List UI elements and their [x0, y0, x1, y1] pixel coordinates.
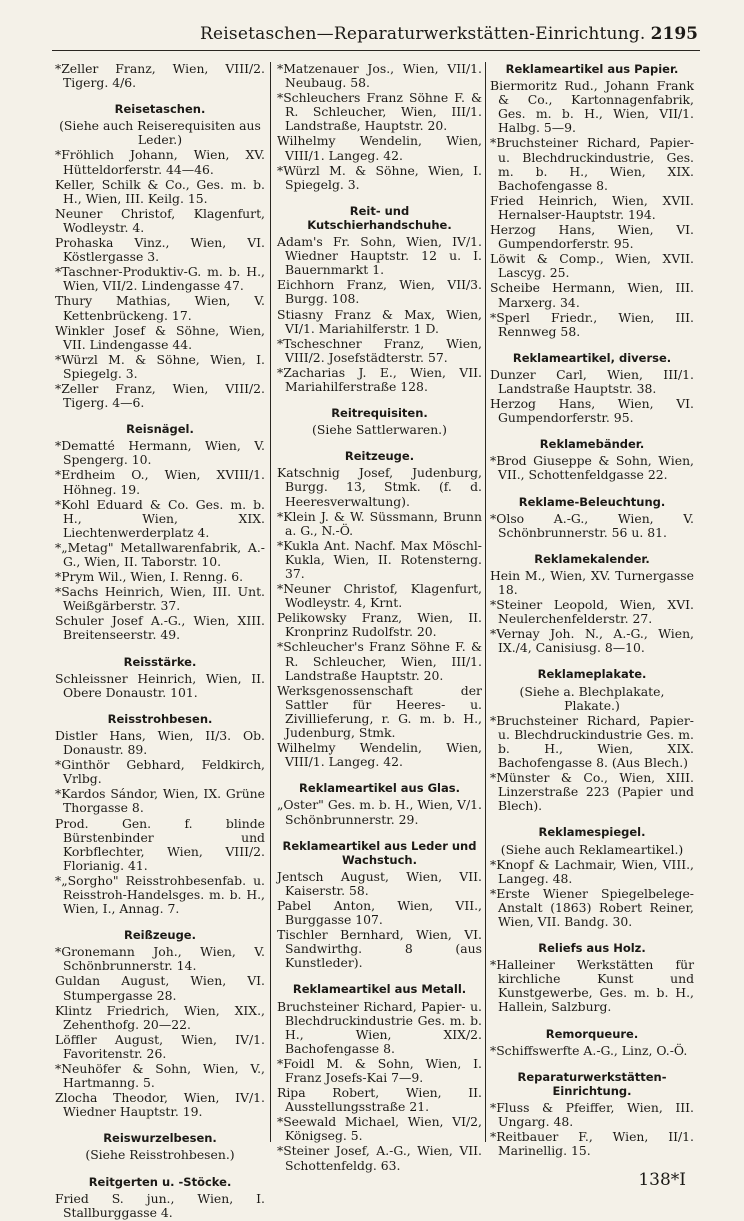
directory-entry: Ripa Robert, Wien, II. Ausstellungsstraße 21.	[277, 1085, 482, 1115]
section-heading: Reklameplakate.	[537, 667, 647, 682]
directory-entry: Löwit & Comp., Wien, XVII. Lascyg. 25.	[490, 251, 694, 281]
directory-entry: Hein M., Wien, XV. Turnergasse 18.	[490, 567, 694, 597]
section-heading: Reisnägel.	[126, 422, 194, 437]
directory-entry: Thury Mathias, Wien, V. Kettenbrückeng. 17.	[55, 293, 265, 323]
directory-entry: Keller, Schilk & Co., Ges. m. b. H., Wien, III. Keilg. 15.	[55, 176, 265, 206]
directory-entry: *Münster & Co., Wien, XIII. Linzerstraße 223 (Papier und Blech).	[490, 770, 694, 814]
directory-entry: *Sachs Heinrich, Wien, III. Unt. Weißgärberstr. 37.	[55, 584, 265, 614]
page-header	[52, 20, 700, 51]
cross-reference-note: (Siehe a. Blechplakate, Plakate.)	[519, 683, 665, 713]
directory-entry: *Ginthör Gebhard, Feldkirch, Vrlbg.	[55, 757, 265, 787]
directory-entry: *Erste Wiener Spiegelbelege-Anstalt (1863) Robert Reiner, Wien, VII. Bandg. 30.	[490, 885, 694, 929]
section-heading: Reisstärke.	[123, 654, 197, 669]
directory-entry: *Vernay Joh. N., A.-G., Wien, IX./4, Canisiusg. 8—10.	[490, 626, 694, 656]
column-divider	[270, 62, 271, 1142]
directory-entry: *Schiffswerfte A.-G., Linz, O.-Ö.	[490, 1042, 688, 1058]
directory-entry: *Zeller Franz, Wien, VIII/2. Tigerg. 4/6.	[55, 61, 265, 91]
directory-entry: Adam's Fr. Sohn, Wien, IV/1. Wiedner Hauptstr. 12 u. I. Bauernmarkt 1.	[277, 234, 482, 278]
directory-entry: *Olso A.-G., Wien, V. Schönbrunnerstr. 56 u. 81.	[490, 510, 694, 540]
section-heading: Reiswurzelbesen.	[103, 1131, 217, 1146]
directory-entry: Schuler Josef A.-G., Wien, XIII. Breitenseerstr. 49.	[55, 613, 265, 643]
section-heading: Reklameartikel aus Papier.	[505, 62, 679, 76]
directory-entry: Katschnig Josef, Judenburg, Burgg. 13, Stmk. (f. d. Heeresverwaltung).	[277, 465, 482, 509]
directory-entry: Wilhelmy Wendelin, Wien, VIII/1. Langeg. 42.	[277, 133, 482, 163]
directory-entry: Pabel Anton, Wien, VII., Burggasse 107.	[277, 897, 482, 928]
directory-entry: Stiasny Franz & Max, Wien, VI/1. Mariahilferstr. 1 D.	[277, 306, 482, 336]
directory-entry: Herzog Hans, Wien, VI. Gumpendorferstr. 95.	[490, 396, 694, 426]
directory-entry: Prod. Gen. f. blinde Bürstenbinder und Korbflechter, Wien, VIII/2. Florianig. 41.	[55, 815, 265, 873]
column-2	[277, 62, 482, 1174]
section-heading: Reklameartikel aus Metall.	[292, 982, 467, 997]
directory-entry: *Knopf & Lachmair, Wien, VIII., Langeg. 48.	[490, 856, 694, 886]
section-heading: Reklamebänder.	[539, 437, 645, 452]
section-heading: Reisstrohbesen.	[107, 711, 213, 726]
directory-entry: Klintz Friedrich, Wien, XIX., Zehenthofg. 20—22.	[55, 1002, 265, 1032]
cross-reference-note: (Siehe auch Reklameartikel.)	[500, 841, 684, 857]
directory-entry: *Fröhlich Johann, Wien, XV. Hütteldorferstr. 44—46.	[55, 147, 265, 177]
directory-entry: *Kukla Ant. Nachf. Max Möschl-Kukla, Wien, II. Rotensterng. 37.	[277, 537, 482, 581]
directory-entry: *Würzl M. & Söhne, Wien, I. Spiegelg. 3.	[55, 351, 265, 381]
directory-entry: Schleissner Heinrich, Wien, II. Obere Donaustr. 101.	[55, 670, 265, 700]
directory-entry: Löffler August, Wien, IV/1. Favoritenstr. 26.	[55, 1031, 265, 1061]
directory-entry: Prohaska Vinz., Wien, VI. Köstlergasse 3.	[55, 235, 265, 265]
directory-entry: *Steiner Leopold, Wien, XVI. Neulerchenfelderstr. 27.	[490, 597, 694, 627]
directory-entry: *Schleuchers Franz Söhne F. & R. Schleucher, Wien, III/1. Landstraße, Hauptstr. 20.	[277, 90, 482, 134]
cross-reference-note: (Siehe Reisstrohbesen.)	[85, 1147, 235, 1163]
directory-entry: *Klein J. & W. Süssmann, Brunn a. G., N.-Ö.	[277, 508, 482, 538]
directory-entry: *„Sorgho" Reisstrohbesenfab. u. Reisstroh-Handelsges. m. b. H., Wien, I., Annag. 7.	[55, 872, 265, 917]
directory-entry: *Bruchsteiner Richard, Papier- u. Blechdruckindustrie Ges. m. b. H., Wien, XIX. Bachofengasse 8. (Aus Blech.)	[490, 712, 694, 771]
directory-entry: Fried S. jun., Wien, I. Stallburggasse 4.	[55, 1190, 265, 1220]
directory-entry: Eichhorn Franz, Wien, VII/3. Burgg. 108.	[277, 277, 482, 307]
section-heading: Reißzeuge.	[124, 928, 196, 943]
directory-entry: Zlocha Theodor, Wien, IV/1. Wiedner Hauptstr. 19.	[55, 1090, 265, 1120]
directory-entry: *Brod Giuseppe & Sohn, Wien, VII., Schottenfeldgasse 22.	[490, 453, 694, 483]
directory-entry: Herzog Hans, Wien, VI. Gumpendorferstr. 95.	[490, 222, 694, 252]
directory-entry: *Dematté Hermann, Wien, V. Spengerg. 10.	[55, 438, 265, 468]
directory-entry: *Seewald Michael, Wien, VI/2, Königseg. 5.	[277, 1114, 482, 1144]
section-heading: Reliefs aus Holz.	[538, 941, 646, 956]
directory-entry: Scheibe Hermann, Wien, III. Marxerg. 34.	[490, 280, 694, 310]
section-heading: Reitgerten u. -Stöcke.	[88, 1174, 232, 1189]
directory-entry: Bruchsteiner Richard, Papier- u. Blechdruckindustrie Ges. m. b. H., Wien, XIX/2. Bachofengasse 8.	[277, 998, 482, 1056]
directory-entry: *Steiner Josef, A.-G., Wien, VII. Schottenfeldg. 63.	[277, 1143, 482, 1173]
section-heading: Reklameartikel aus Leder und Wachstuch.	[282, 838, 477, 867]
column-3	[490, 62, 694, 1159]
directory-entry: *Zacharias J. E., Wien, VII. Mariahilferstraße 128.	[277, 364, 482, 394]
directory-entry: Wilhelmy Wendelin, Wien, VIII/1. Langeg. 42.	[277, 740, 482, 770]
directory-entry: Werksgenossenschaft der Sattler für Heeres- u. Zivillieferung, r. G. m. b. H., Judenburg, Stmk.	[277, 682, 482, 741]
directory-entry: *Würzl M. & Söhne, Wien, I. Spiegelg. 3.	[277, 162, 482, 192]
directory-entry: *Tscheschner Franz, Wien, VIII/2. Josefstädterstr. 57.	[277, 335, 482, 365]
directory-entry: Winkler Josef & Söhne, Wien, VII. Lindengasse 44.	[55, 322, 265, 352]
section-heading: Reit- und Kutschierhandschuhe.	[307, 203, 452, 232]
directory-entry: *Halleiner Werkstätten für kirchliche Kunst und Kunstgewerbe, Ges. m. b. H., Hallein, Salzburg.	[490, 957, 694, 1015]
directory-entry: Dunzer Carl, Wien, III/1. Landstraße Hauptstr. 38.	[490, 366, 694, 396]
directory-entry: *Zeller Franz, Wien, VIII/2. Tigerg. 4—6.	[55, 380, 265, 411]
section-heading: Remorqueure.	[545, 1026, 639, 1041]
directory-entry: *Kardos Sándor, Wien, IX. Grüne Thorgasse 8.	[55, 786, 265, 816]
directory-entry: *Erdheim O., Wien, XVIII/1. Höhneg. 19.	[55, 467, 265, 497]
cross-reference-note: (Siehe auch Reiserequisiten aus Leder.)	[59, 118, 261, 148]
column-divider	[485, 62, 486, 1142]
directory-entry: *Schleucher's Franz Söhne F. & R. Schleucher, Wien, III/1. Landstraße Hauptstr. 20.	[277, 639, 482, 683]
section-heading: Reitrequisiten.	[331, 406, 428, 421]
directory-entry: Distler Hans, Wien, II/3. Ob. Donaustr. 89.	[55, 727, 265, 758]
cross-reference-note: (Siehe Sattlerwaren.)	[312, 422, 447, 438]
directory-entry: *Sperl Friedr., Wien, III. Rennweg 58.	[490, 309, 694, 339]
section-heading: Reklameartikel, diverse.	[512, 350, 672, 365]
directory-entry: *Matzenauer Jos., Wien, VII/1. Neubaug. 58.	[277, 61, 482, 91]
directory-entry: Guldan August, Wien, VI. Stumpergasse 28.	[55, 973, 265, 1003]
section-heading: Reklame-Beleuchtung.	[518, 494, 666, 509]
directory-entry: Pelikowsky Franz, Wien, II. Kronprinz Rudolfstr. 20.	[277, 610, 482, 640]
directory-entry: *Taschner-Produktiv-G. m. b. H., Wien, VII/2. Lindengasse 47.	[55, 264, 265, 294]
directory-entry: *Kohl Eduard & Co. Ges. m. b. H., Wien, XIX. Liechtenwerderplatz 4.	[55, 496, 265, 540]
directory-entry: *Neuner Christof, Klagenfurt, Wodleystr. 4, Krnt.	[277, 581, 482, 611]
directory-entry: Fried Heinrich, Wien, XVII. Hernalser-Hauptstr. 194.	[490, 192, 694, 222]
directory-entry: „Oster" Ges. m. b. H., Wien, V/1. Schönbrunnerstr. 29.	[277, 797, 482, 827]
section-heading: Reparaturwerkstätten-Einrichtung.	[517, 1069, 667, 1098]
directory-entry: *Fluss & Pfeiffer, Wien, III. Ungarg. 48.	[490, 1099, 694, 1129]
directory-entry: *Prym Wil., Wien, I. Renng. 6.	[55, 569, 244, 585]
column-1	[55, 62, 265, 1221]
directory-entry: *„Metag" Metallwarenfabrik, A.-G., Wien, II. Taborstr. 10.	[55, 539, 265, 569]
sheet-signature: 138*I	[638, 1170, 686, 1190]
page-title: Reisetaschen—Reparaturwerkstätten-Einrichtung.	[200, 24, 646, 44]
directory-entry: *Bruchsteiner Richard, Papier- u. Blechdruckindustrie, Ges. m. b. H., Wien, XIX. Bachofengasse 8.	[490, 135, 694, 193]
section-heading: Reklamekalender.	[534, 551, 650, 566]
directory-entry: *Reitbauer F., Wien, II/1. Marinellig. 15.	[490, 1129, 694, 1159]
directory-entry: Jentsch August, Wien, VII. Kaiserstr. 58.	[277, 868, 482, 898]
section-heading: Reitzeuge.	[344, 449, 415, 464]
directory-entry: Neuner Christof, Klagenfurt, Wodleystr. 4.	[55, 205, 265, 235]
section-heading: Reklamespiegel.	[538, 825, 646, 840]
directory-entry: Biermoritz Rud., Johann Frank & Co., Kartonnagenfabrik, Ges. m. b. H., Wien, VII/1. Halbg. 5—9.	[490, 78, 694, 136]
section-heading: Reisetaschen.	[114, 102, 206, 117]
section-heading: Reklameartikel aus Glas.	[299, 781, 460, 796]
directory-entry: *Foidl M. & Sohn, Wien, I. Franz Josefs-Kai 7—9.	[277, 1055, 482, 1085]
directory-entry: *Gronemann Joh., Wien, V. Schönbrunnerstr. 14.	[55, 944, 265, 974]
page-number: 2195	[650, 24, 698, 44]
directory-entry: *Neuhöfer & Sohn, Wien, V., Hartmanng. 5.	[55, 1061, 265, 1091]
directory-entry: Tischler Bernhard, Wien, VI. Sandwirthg. 8 (aus Kunstleder).	[277, 927, 482, 971]
